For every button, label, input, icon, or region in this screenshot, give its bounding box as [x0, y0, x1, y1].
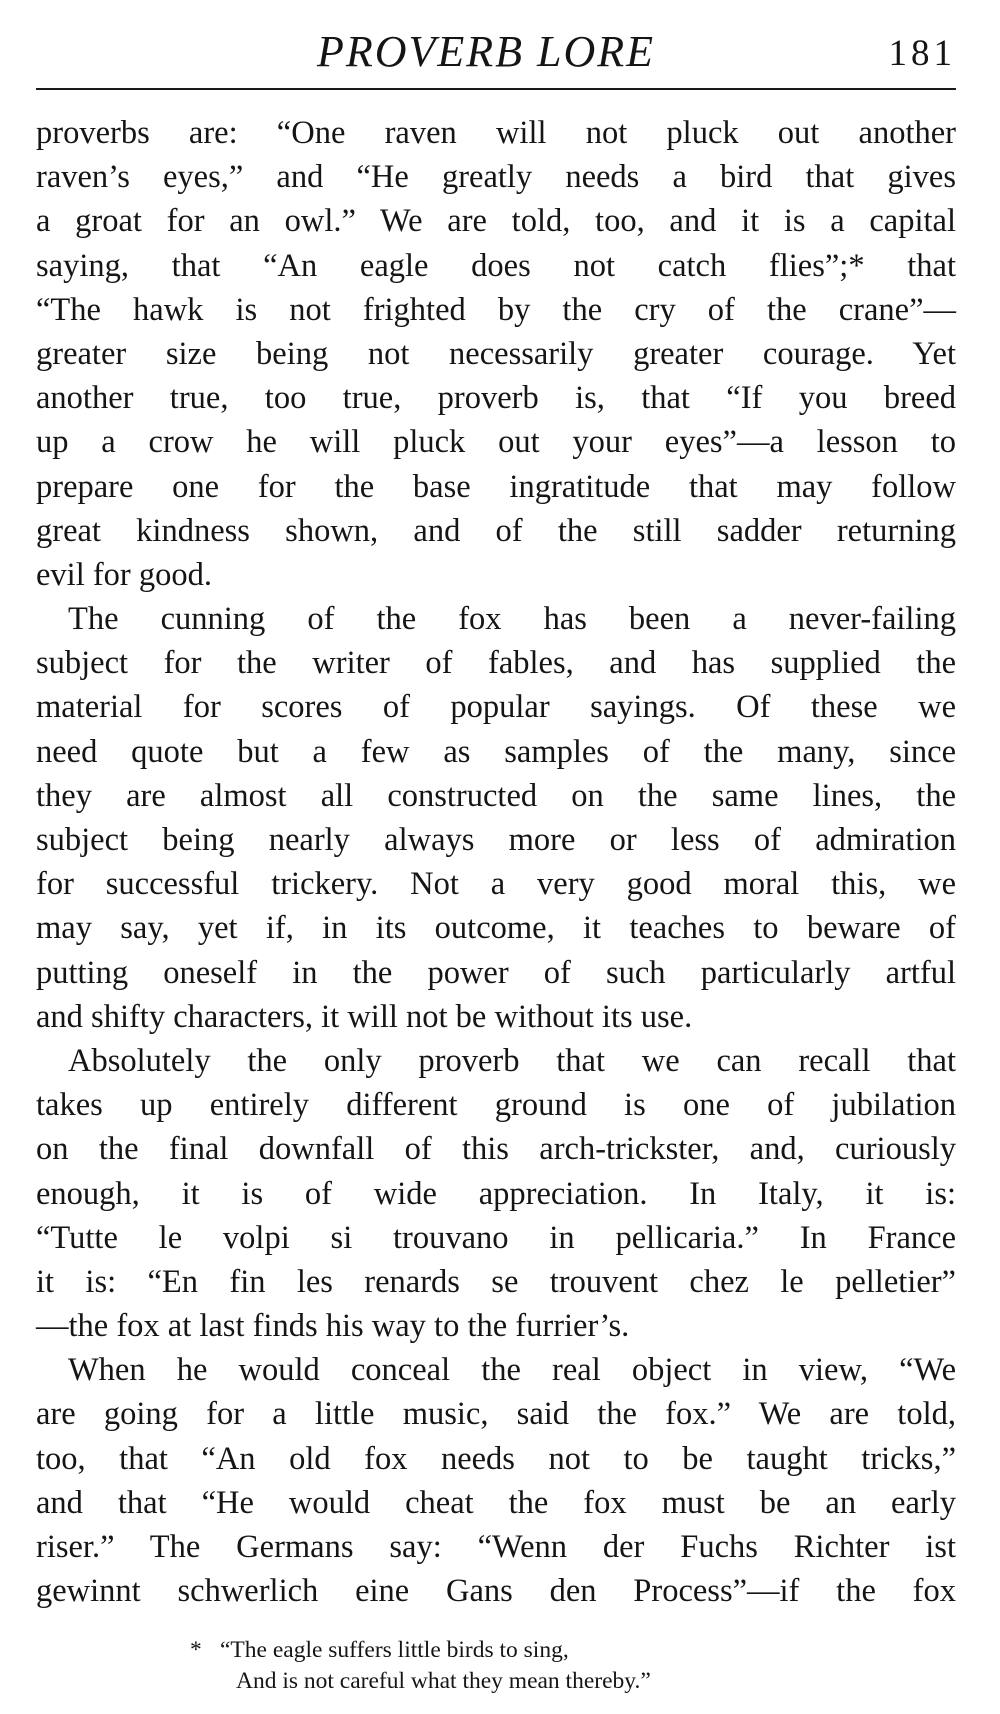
text-line: enough, it is of wide appreciation. In Italy, it is:	[36, 1175, 956, 1212]
paragraph-start-line: Absolutely the only proverb that we can recall that	[68, 1042, 956, 1079]
text-line: and shifty characters, it will not be without its use.	[36, 998, 693, 1035]
text-line: greater size being not necessarily greater courage. Yet	[36, 335, 956, 372]
text-line: takes up entirely different ground is one of jubilation	[36, 1087, 956, 1124]
footnote-line	[190, 1635, 890, 1666]
text-line: evil for good.	[36, 556, 213, 593]
text-line: riser.” The Germans say: “Wenn der Fuchs Richter ist	[36, 1529, 956, 1565]
paragraph-start-line: When he would conceal the real object in view, “We	[68, 1352, 956, 1389]
body-text	[36, 111, 956, 1613]
text-line: “The hawk is not frighted by the cry of the crane”—	[36, 291, 956, 328]
text-line: material for scores of popular sayings. Of these we	[36, 689, 956, 726]
text-line: need quote but a few as samples of the many, since	[36, 733, 956, 770]
text-line: —the fox at last finds his way to the furrier’s.	[36, 1308, 630, 1345]
footnote-text: “The eagle suffers little birds to sing,	[220, 1637, 569, 1663]
text-line: great kindness shown, and of the still sadder returning	[36, 512, 956, 549]
text-line: a groat for an owl.” We are told, too, and it is a capital	[36, 203, 956, 240]
footnote-text: And is not careful what they mean thereby.”	[236, 1668, 651, 1694]
footnote-line	[190, 1666, 890, 1697]
footnote	[190, 1635, 890, 1697]
running-title: PROVERB LORE	[316, 27, 656, 76]
footnote-marker: *	[190, 1637, 202, 1663]
text-line: gewinnt schwerlich eine Gans den Process”—if the fox	[36, 1573, 956, 1610]
page-number: 181	[888, 33, 956, 74]
text-line: for successful trickery. Not a very good moral this, we	[36, 866, 956, 903]
text-line: prepare one for the base ingratitude that may follow	[36, 468, 956, 505]
text-line: proverbs are: “One raven will not pluck out another	[36, 115, 956, 151]
text-line: may say, yet if, in its outcome, it teaches to beware of	[36, 910, 956, 947]
text-line: subject for the writer of fables, and has supplied the	[36, 645, 956, 682]
text-line: too, that “An old fox needs not to be taught tricks,”	[36, 1440, 956, 1477]
text-line: “Tutte le volpi si trouvano in pellicaria.” In France	[36, 1219, 956, 1256]
text-line: on the final downfall of this arch-trickster, and, curiously	[36, 1131, 956, 1168]
text-line: and that “He would cheat the fox must be an early	[36, 1484, 956, 1521]
text-line: are going for a little music, said the fox.” We are told,	[36, 1396, 956, 1433]
text-line: it is: “En fin les renards se trouvent chez le pelletier”	[36, 1263, 956, 1300]
text-line: subject being nearly always more or less of admiration	[36, 822, 956, 858]
page-header	[36, 22, 956, 84]
text-line: raven’s eyes,” and “He greatly needs a bird that gives	[36, 159, 956, 196]
text-line: they are almost all constructed on the same lines, the	[36, 777, 956, 814]
text-line: putting oneself in the power of such particularly artful	[36, 954, 956, 991]
text-line: another true, too true, proverb is, that “If you breed	[36, 380, 956, 417]
text-line: up a crow he will pluck out your eyes”—a lesson to	[36, 424, 956, 461]
paragraph-start-line: The cunning of the fox has been a never-failing	[68, 601, 956, 638]
header-rule	[36, 88, 956, 90]
text-line: saying, that “An eagle does not catch flies”;* that	[36, 247, 956, 284]
